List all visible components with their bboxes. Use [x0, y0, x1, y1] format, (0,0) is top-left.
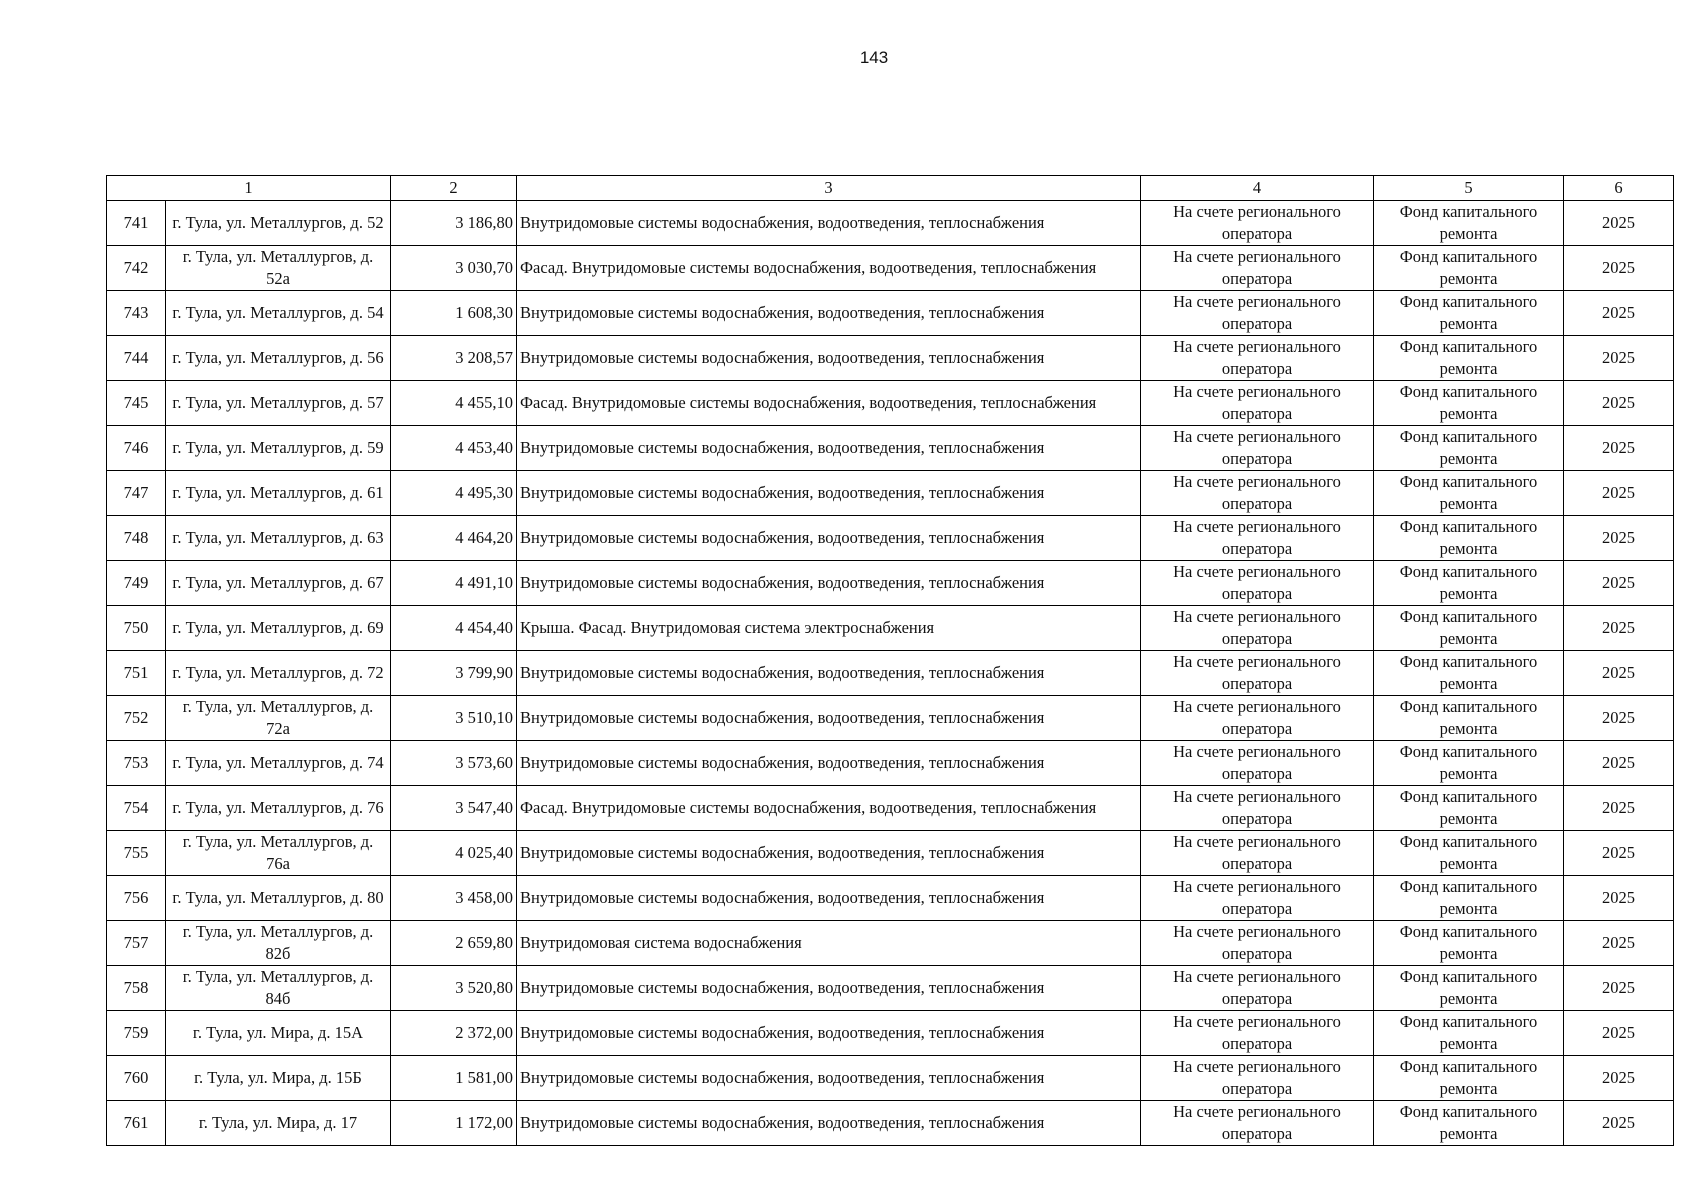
table-row	[107, 291, 1674, 336]
year-cell: 2025	[1564, 696, 1674, 741]
year-cell: 2025	[1564, 516, 1674, 561]
year-cell: 2025	[1564, 246, 1674, 291]
year-cell: 2025	[1564, 1011, 1674, 1056]
year-cell: 2025	[1564, 741, 1674, 786]
year-cell: 2025	[1564, 201, 1674, 246]
funding-source-cell: Фонд капитального ремонта	[1374, 786, 1564, 831]
area-cell: 2 372,00	[391, 1011, 517, 1056]
table-row	[107, 1101, 1674, 1146]
table-row	[107, 381, 1674, 426]
table-row	[107, 966, 1674, 1011]
row-number-cell: 755	[107, 831, 166, 876]
account-cell: На счете регионального оператора	[1141, 201, 1374, 246]
row-number-cell: 752	[107, 696, 166, 741]
address-cell: г. Тула, ул. Мира, д. 17	[166, 1101, 391, 1146]
table-row	[107, 1011, 1674, 1056]
funding-source-cell: Фонд капитального ремонта	[1374, 651, 1564, 696]
account-cell: На счете регионального оператора	[1141, 291, 1374, 336]
account-cell: На счете регионального оператора	[1141, 1011, 1374, 1056]
address-cell: г. Тула, ул. Металлургов, д. 74	[166, 741, 391, 786]
works-cell: Внутридомовые системы водоснабжения, водоотведения, теплоснабжения	[517, 516, 1141, 561]
area-cell: 3 030,70	[391, 246, 517, 291]
table-row	[107, 696, 1674, 741]
year-cell: 2025	[1564, 966, 1674, 1011]
funding-source-cell: Фонд капитального ремонта	[1374, 696, 1564, 741]
year-cell: 2025	[1564, 336, 1674, 381]
address-cell: г. Тула, ул. Металлургов, д. 84б	[166, 966, 391, 1011]
area-cell: 3 573,60	[391, 741, 517, 786]
works-cell: Фасад. Внутридомовые системы водоснабжения, водоотведения, теплоснабжения	[517, 381, 1141, 426]
table-row	[107, 246, 1674, 291]
funding-source-cell: Фонд капитального ремонта	[1374, 1056, 1564, 1101]
works-cell: Внутридомовые системы водоснабжения, водоотведения, теплоснабжения	[517, 1011, 1141, 1056]
year-cell: 2025	[1564, 876, 1674, 921]
address-cell: г. Тула, ул. Металлургов, д. 72	[166, 651, 391, 696]
address-cell: г. Тула, ул. Металлургов, д. 72а	[166, 696, 391, 741]
funding-source-cell: Фонд капитального ремонта	[1374, 741, 1564, 786]
account-cell: На счете регионального оператора	[1141, 876, 1374, 921]
area-cell: 1 581,00	[391, 1056, 517, 1101]
page-number: 143	[859, 48, 889, 67]
row-number-cell: 760	[107, 1056, 166, 1101]
works-cell: Внутридомовые системы водоснабжения, водоотведения, теплоснабжения	[517, 831, 1141, 876]
row-number-cell: 757	[107, 921, 166, 966]
header-cell-1: 1	[107, 176, 391, 201]
funding-source-cell: Фонд капитального ремонта	[1374, 966, 1564, 1011]
table-row	[107, 336, 1674, 381]
works-cell: Внутридомовые системы водоснабжения, водоотведения, теплоснабжения	[517, 966, 1141, 1011]
account-cell: На счете регионального оператора	[1141, 606, 1374, 651]
row-number-cell: 744	[107, 336, 166, 381]
year-cell: 2025	[1564, 426, 1674, 471]
address-cell: г. Тула, ул. Металлургов, д. 63	[166, 516, 391, 561]
funding-source-cell: Фонд капитального ремонта	[1374, 336, 1564, 381]
area-cell: 3 547,40	[391, 786, 517, 831]
area-cell: 4 455,10	[391, 381, 517, 426]
works-cell: Внутридомовые системы водоснабжения, водоотведения, теплоснабжения	[517, 471, 1141, 516]
funding-source-cell: Фонд капитального ремонта	[1374, 381, 1564, 426]
table-row	[107, 786, 1674, 831]
works-cell: Внутридомовые системы водоснабжения, водоотведения, теплоснабжения	[517, 741, 1141, 786]
works-cell: Фасад. Внутридомовые системы водоснабжения, водоотведения, теплоснабжения	[517, 246, 1141, 291]
area-cell: 4 491,10	[391, 561, 517, 606]
row-number-cell: 756	[107, 876, 166, 921]
area-cell: 3 520,80	[391, 966, 517, 1011]
row-number-cell: 761	[107, 1101, 166, 1146]
table-row	[107, 741, 1674, 786]
works-cell: Крыша. Фасад. Внутридомовая система электроснабжения	[517, 606, 1141, 651]
account-cell: На счете регионального оператора	[1141, 921, 1374, 966]
area-cell: 3 186,80	[391, 201, 517, 246]
account-cell: На счете регионального оператора	[1141, 561, 1374, 606]
table-row	[107, 651, 1674, 696]
header-cell-3: 3	[517, 176, 1141, 201]
account-cell: На счете регионального оператора	[1141, 741, 1374, 786]
table-row	[107, 561, 1674, 606]
year-cell: 2025	[1564, 1101, 1674, 1146]
table-header-row	[107, 176, 1674, 201]
year-cell: 2025	[1564, 606, 1674, 651]
works-cell: Внутридомовые системы водоснабжения, водоотведения, теплоснабжения	[517, 651, 1141, 696]
area-cell: 3 510,10	[391, 696, 517, 741]
year-cell: 2025	[1564, 921, 1674, 966]
account-cell: На счете регионального оператора	[1141, 1056, 1374, 1101]
area-cell: 3 799,90	[391, 651, 517, 696]
table-row	[107, 921, 1674, 966]
works-cell: Внутридомовые системы водоснабжения, водоотведения, теплоснабжения	[517, 1056, 1141, 1101]
year-cell: 2025	[1564, 561, 1674, 606]
area-cell: 3 458,00	[391, 876, 517, 921]
account-cell: На счете регионального оператора	[1141, 651, 1374, 696]
account-cell: На счете регионального оператора	[1141, 516, 1374, 561]
row-number-cell: 743	[107, 291, 166, 336]
header-cell-6: 6	[1564, 176, 1674, 201]
funding-source-cell: Фонд капитального ремонта	[1374, 471, 1564, 516]
funding-source-cell: Фонд капитального ремонта	[1374, 201, 1564, 246]
funding-source-cell: Фонд капитального ремонта	[1374, 1101, 1564, 1146]
year-cell: 2025	[1564, 1056, 1674, 1101]
row-number-cell: 741	[107, 201, 166, 246]
address-cell: г. Тула, ул. Металлургов, д. 67	[166, 561, 391, 606]
funding-source-cell: Фонд капитального ремонта	[1374, 831, 1564, 876]
area-cell: 4 495,30	[391, 471, 517, 516]
works-cell: Внутридомовые системы водоснабжения, водоотведения, теплоснабжения	[517, 201, 1141, 246]
works-cell: Внутридомовая система водоснабжения	[517, 921, 1141, 966]
account-cell: На счете регионального оператора	[1141, 381, 1374, 426]
area-cell: 4 464,20	[391, 516, 517, 561]
row-number-cell: 749	[107, 561, 166, 606]
row-number-cell: 759	[107, 1011, 166, 1056]
area-cell: 4 454,40	[391, 606, 517, 651]
table-row	[107, 201, 1674, 246]
address-cell: г. Тула, ул. Металлургов, д. 57	[166, 381, 391, 426]
funding-source-cell: Фонд капитального ремонта	[1374, 516, 1564, 561]
funding-source-cell: Фонд капитального ремонта	[1374, 426, 1564, 471]
address-cell: г. Тула, ул. Мира, д. 15Б	[166, 1056, 391, 1101]
row-number-cell: 742	[107, 246, 166, 291]
row-number-cell: 750	[107, 606, 166, 651]
works-cell: Внутридомовые системы водоснабжения, водоотведения, теплоснабжения	[517, 336, 1141, 381]
funding-source-cell: Фонд капитального ремонта	[1374, 606, 1564, 651]
row-number-cell: 745	[107, 381, 166, 426]
address-cell: г. Тула, ул. Металлургов, д. 69	[166, 606, 391, 651]
area-cell: 1 172,00	[391, 1101, 517, 1146]
table-row	[107, 876, 1674, 921]
account-cell: На счете регионального оператора	[1141, 966, 1374, 1011]
funding-source-cell: Фонд капитального ремонта	[1374, 291, 1564, 336]
table-row	[107, 1056, 1674, 1101]
year-cell: 2025	[1564, 471, 1674, 516]
header-cell-5: 5	[1374, 176, 1564, 201]
year-cell: 2025	[1564, 291, 1674, 336]
account-cell: На счете регионального оператора	[1141, 426, 1374, 471]
year-cell: 2025	[1564, 831, 1674, 876]
address-cell: г. Тула, ул. Металлургов, д. 76	[166, 786, 391, 831]
funding-source-cell: Фонд капитального ремонта	[1374, 1011, 1564, 1056]
table-row	[107, 471, 1674, 516]
account-cell: На счете регионального оператора	[1141, 246, 1374, 291]
funding-source-cell: Фонд капитального ремонта	[1374, 876, 1564, 921]
address-cell: г. Тула, ул. Металлургов, д. 80	[166, 876, 391, 921]
row-number-cell: 751	[107, 651, 166, 696]
address-cell: г. Тула, ул. Металлургов, д. 56	[166, 336, 391, 381]
works-cell: Фасад. Внутридомовые системы водоснабжения, водоотведения, теплоснабжения	[517, 786, 1141, 831]
year-cell: 2025	[1564, 651, 1674, 696]
header-cell-2: 2	[391, 176, 517, 201]
table-row	[107, 831, 1674, 876]
funding-source-cell: Фонд капитального ремонта	[1374, 561, 1564, 606]
row-number-cell: 746	[107, 426, 166, 471]
account-cell: На счете регионального оператора	[1141, 786, 1374, 831]
area-cell: 4 453,40	[391, 426, 517, 471]
works-cell: Внутридомовые системы водоснабжения, водоотведения, теплоснабжения	[517, 291, 1141, 336]
works-cell: Внутридомовые системы водоснабжения, водоотведения, теплоснабжения	[517, 876, 1141, 921]
address-cell: г. Тула, ул. Металлургов, д. 61	[166, 471, 391, 516]
area-cell: 1 608,30	[391, 291, 517, 336]
address-cell: г. Тула, ул. Металлургов, д. 59	[166, 426, 391, 471]
area-cell: 3 208,57	[391, 336, 517, 381]
row-number-cell: 754	[107, 786, 166, 831]
works-cell: Внутридомовые системы водоснабжения, водоотведения, теплоснабжения	[517, 561, 1141, 606]
account-cell: На счете регионального оператора	[1141, 696, 1374, 741]
row-number-cell: 758	[107, 966, 166, 1011]
address-cell: г. Тула, ул. Металлургов, д. 52а	[166, 246, 391, 291]
address-cell: г. Тула, ул. Мира, д. 15А	[166, 1011, 391, 1056]
account-cell: На счете регионального оператора	[1141, 831, 1374, 876]
works-cell: Внутридомовые системы водоснабжения, водоотведения, теплоснабжения	[517, 426, 1141, 471]
area-cell: 2 659,80	[391, 921, 517, 966]
works-cell: Внутридомовые системы водоснабжения, водоотведения, теплоснабжения	[517, 1101, 1141, 1146]
address-cell: г. Тула, ул. Металлургов, д. 54	[166, 291, 391, 336]
account-cell: На счете регионального оператора	[1141, 471, 1374, 516]
row-number-cell: 753	[107, 741, 166, 786]
header-cell-4: 4	[1141, 176, 1374, 201]
funding-source-cell: Фонд капитального ремонта	[1374, 921, 1564, 966]
repair-schedule-table	[106, 175, 1674, 1146]
address-cell: г. Тула, ул. Металлургов, д. 76а	[166, 831, 391, 876]
table-row	[107, 426, 1674, 471]
year-cell: 2025	[1564, 381, 1674, 426]
area-cell: 4 025,40	[391, 831, 517, 876]
year-cell: 2025	[1564, 786, 1674, 831]
address-cell: г. Тула, ул. Металлургов, д. 52	[166, 201, 391, 246]
table-row	[107, 516, 1674, 561]
account-cell: На счете регионального оператора	[1141, 336, 1374, 381]
account-cell: На счете регионального оператора	[1141, 1101, 1374, 1146]
works-cell: Внутридомовые системы водоснабжения, водоотведения, теплоснабжения	[517, 696, 1141, 741]
funding-source-cell: Фонд капитального ремонта	[1374, 246, 1564, 291]
row-number-cell: 748	[107, 516, 166, 561]
row-number-cell: 747	[107, 471, 166, 516]
table-row	[107, 606, 1674, 651]
address-cell: г. Тула, ул. Металлургов, д. 82б	[166, 921, 391, 966]
